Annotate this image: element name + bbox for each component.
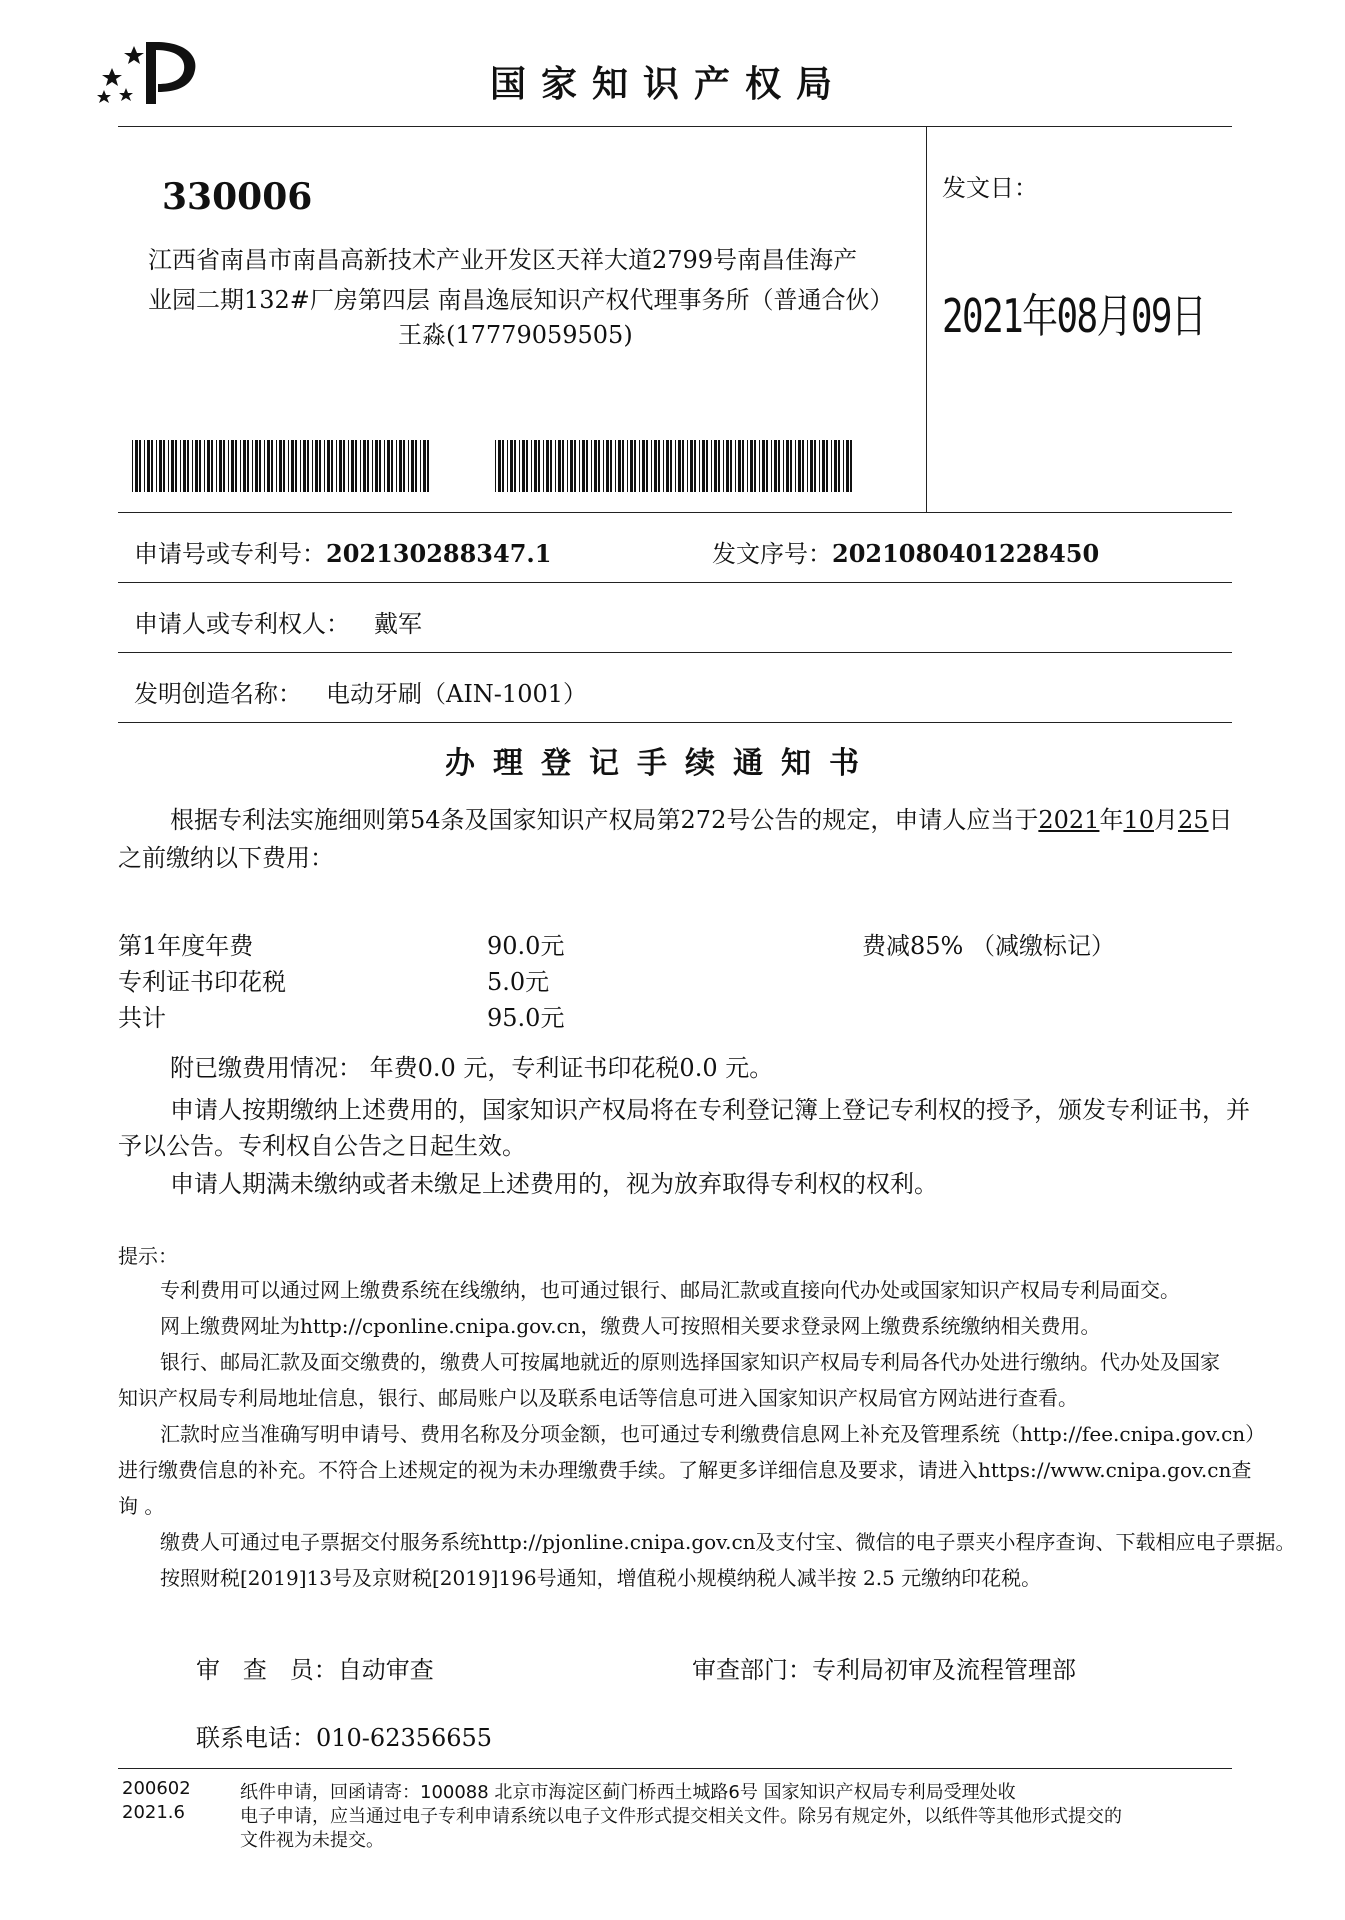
barcode-bar xyxy=(348,440,349,492)
barcode-bar xyxy=(139,440,141,492)
footer-rule xyxy=(118,1768,1232,1769)
barcode-bar xyxy=(199,440,201,492)
barcode-bar xyxy=(522,440,525,492)
barcode-bar xyxy=(252,440,253,492)
barcode-bar xyxy=(747,440,748,492)
paragraph-2: 申请人期满未缴纳或者未缴足上述费用的，视为放弃取得专利权的权利。 xyxy=(170,1170,938,1198)
barcode-bar xyxy=(534,440,537,492)
barcode-bar xyxy=(183,440,186,492)
barcode-bar xyxy=(360,440,361,492)
barcode-bar xyxy=(750,440,753,492)
barcode-bar xyxy=(651,440,652,492)
barcode-bar xyxy=(156,440,157,492)
logo-bar xyxy=(146,42,156,104)
barcode-bar xyxy=(807,440,808,492)
barcode-bar xyxy=(423,440,426,492)
barcode-bar xyxy=(420,440,421,492)
date-divider xyxy=(926,126,927,512)
department: 专利局初审及流程管理部 xyxy=(812,1656,1076,1684)
barcode-bar xyxy=(375,440,378,492)
intro-text: 根据专利法实施细则第54条及国家知识产权局第272号公告的规定，申请人应当于 xyxy=(170,806,1039,834)
barcode-bar xyxy=(666,440,669,492)
fee-name: 第1年度年费 xyxy=(118,932,254,960)
issue-date-label: 发文日： xyxy=(942,174,1038,202)
barcode-bar xyxy=(507,440,508,492)
barcode-bar xyxy=(558,440,561,492)
barcode-bar xyxy=(343,440,345,492)
year-char: 年 xyxy=(1099,806,1124,834)
barcode-bar xyxy=(363,440,366,492)
barcode-bar xyxy=(324,440,325,492)
phone-label: 联系电话： xyxy=(196,1724,316,1752)
barcode-bar xyxy=(783,440,784,492)
barcode-bar xyxy=(718,440,720,492)
barcode-bar xyxy=(303,440,306,492)
barcode-bar xyxy=(163,440,165,492)
barcode-bar xyxy=(276,440,277,492)
form-version: 2021.6 xyxy=(122,1802,185,1823)
barcode-bar xyxy=(658,440,660,492)
applicant-label: 申请人或专利权人： xyxy=(134,610,350,638)
paid-fees: 附已缴费用情况： 年费0.0 元，专利证书印花税0.0 元。 xyxy=(170,1054,774,1082)
barcode-bar xyxy=(411,440,414,492)
barcode-bar xyxy=(159,440,162,492)
barcode-bar xyxy=(826,440,828,492)
day-char: 日 xyxy=(1208,806,1233,834)
barcode-bar xyxy=(550,440,552,492)
barcode-bar xyxy=(795,440,796,492)
barcode-bar xyxy=(606,440,609,492)
barcode-bar xyxy=(730,440,732,492)
postal-code: 330006 xyxy=(162,176,313,218)
barcode-bar xyxy=(336,440,337,492)
fee-name: 专利证书印花税 xyxy=(118,968,286,996)
application-number-row xyxy=(134,534,551,569)
barcode-bar xyxy=(591,440,592,492)
barcode-bar xyxy=(694,440,696,492)
barcode-bar xyxy=(502,440,504,492)
barcode-bar xyxy=(204,440,205,492)
barcode-bar xyxy=(291,440,294,492)
barcode-bar xyxy=(774,440,777,492)
barcode-bar xyxy=(771,440,772,492)
barcode-bar xyxy=(778,440,780,492)
barcode-bar xyxy=(663,440,664,492)
footer-line-3: 文件视为未提交。 xyxy=(240,1830,384,1851)
paragraph-1-line-1: 申请人按期缴纳上述费用的，国家知识产权局将在专利登记簿上登记专利权的授予，颁发专利证书，并 xyxy=(170,1096,1250,1124)
barcode-bar xyxy=(699,440,700,492)
barcode-bar xyxy=(622,440,624,492)
barcode-bar xyxy=(399,440,402,492)
barcode-bar xyxy=(586,440,588,492)
barcode-bar xyxy=(211,440,213,492)
tip-line: 询 。 xyxy=(118,1494,165,1518)
barcode-bar xyxy=(387,440,390,492)
barcode-bar xyxy=(247,440,249,492)
barcode-bar xyxy=(843,440,844,492)
barcode-bar xyxy=(579,440,580,492)
footer-line-2: 电子申请，应当通过电子专利申请系统以电子文件形式提交相关文件。除另有规定外，以纸件等其他形式提交的 xyxy=(240,1806,1122,1827)
barcode-bar xyxy=(582,440,585,492)
tip-line: 按照财税[2019]13号及京财税[2019]196号通知，增值税小规模纳税人减半按 2.5 元缴纳印花税。 xyxy=(160,1566,1042,1590)
barcode-bar xyxy=(762,440,765,492)
department-label: 审查部门： xyxy=(692,1656,812,1684)
month-char: 月 xyxy=(1153,806,1178,834)
rule-2 xyxy=(118,582,1232,583)
barcode-bar xyxy=(391,440,393,492)
barcode-bar xyxy=(259,440,261,492)
barcode-bar xyxy=(319,440,321,492)
barcode-bar xyxy=(802,440,804,492)
barcode-bar xyxy=(351,440,354,492)
logo-star-4 xyxy=(97,90,111,103)
barcode-bar xyxy=(408,440,409,492)
barcode-bar xyxy=(615,440,616,492)
barcode-bar xyxy=(151,440,153,492)
barcode-bar xyxy=(300,440,301,492)
barcode-bar xyxy=(168,440,169,492)
notice-title: 办理登记手续通知书 xyxy=(445,746,877,781)
top-rule xyxy=(118,126,1232,127)
barcode-bar xyxy=(355,440,357,492)
logo-star-2 xyxy=(102,68,122,86)
barcode-bar xyxy=(846,440,849,492)
barcode-bar xyxy=(642,440,645,492)
barcode-bar xyxy=(687,440,688,492)
barcode-bar xyxy=(562,440,564,492)
barcode-bar xyxy=(630,440,633,492)
barcode-bar xyxy=(327,440,330,492)
barcode-bar xyxy=(610,440,612,492)
barcode-bar xyxy=(670,440,672,492)
cnipa-logo xyxy=(96,38,206,108)
barcode-bar xyxy=(267,440,270,492)
barcode-bar xyxy=(231,440,234,492)
barcode-bar xyxy=(814,440,816,492)
due-day: 25 xyxy=(1177,806,1209,834)
fee-amount: 5.0元 xyxy=(487,968,550,996)
fee-total-amount: 95.0元 xyxy=(487,1004,565,1032)
tip-line: 专利费用可以通过网上缴费系统在线缴纳，也可通过银行、邮局汇款或直接向代办处或国家知识产权局专利局面交。 xyxy=(160,1278,1180,1302)
agency-name: 国家知识产权局 xyxy=(490,64,848,105)
barcode-bar xyxy=(288,440,289,492)
barcode-bar xyxy=(603,440,604,492)
rule-4 xyxy=(118,722,1232,723)
footer-line-1: 纸件申请，回函请寄：100088 北京市海淀区蓟门桥西土城路6号 国家知识产权局专利局受理处收 xyxy=(240,1782,1016,1803)
barcode-bar xyxy=(678,440,681,492)
issue-date: 2021年08月09日 xyxy=(942,289,1206,343)
logo-star-3 xyxy=(119,88,133,101)
barcode-bar xyxy=(271,440,273,492)
barcode-bar xyxy=(384,440,385,492)
barcode-bar xyxy=(526,440,528,492)
barcode-bar xyxy=(255,440,258,492)
barcode-bar xyxy=(331,440,333,492)
tip-line: 知识产权局专利局地址信息，银行、邮局账户以及联系电话等信息可进入国家知识产权局官方网站进行查看。 xyxy=(118,1386,1078,1410)
barcode-bar xyxy=(235,440,237,492)
barcode-bar xyxy=(264,440,265,492)
barcode-bar xyxy=(546,440,549,492)
barcode-bar xyxy=(634,440,636,492)
barcode-bar xyxy=(195,440,198,492)
barcode-bar xyxy=(339,440,342,492)
barcode-bar xyxy=(175,440,177,492)
barcode-bar xyxy=(742,440,744,492)
intro-line-2: 之前缴纳以下费用： xyxy=(118,844,334,872)
barcode-bar xyxy=(594,440,597,492)
barcode-bar xyxy=(495,440,496,492)
barcode-bar xyxy=(738,440,741,492)
form-code: 200602 xyxy=(122,1778,191,1799)
barcode-bar xyxy=(790,440,792,492)
invention-row xyxy=(134,674,587,709)
logo-star-1 xyxy=(124,46,144,64)
serial-number-row xyxy=(712,534,1099,569)
barcode-bar xyxy=(372,440,373,492)
barcode-bar xyxy=(759,440,760,492)
barcode-bar xyxy=(646,440,648,492)
barcode-bar xyxy=(675,440,676,492)
barcode-bar xyxy=(618,440,621,492)
logo-arc xyxy=(156,42,195,92)
barcode-bar xyxy=(723,440,724,492)
phone: 010-62356655 xyxy=(316,1724,493,1752)
barcode-bar xyxy=(223,440,225,492)
barcode-bar xyxy=(279,440,282,492)
applicant-row xyxy=(134,604,422,639)
fee-total-label: 共计 xyxy=(118,1004,166,1032)
tip-line: 汇款时应当准确写明申请号、费用名称及分项金额，也可通过专利缴费信息网上补充及管理系统（http://fee.cnipa.gov.cn） xyxy=(160,1422,1266,1446)
paragraph-1-line-2: 予以公告。专利权自公告之日起生效。 xyxy=(118,1132,526,1160)
barcode-bar xyxy=(403,440,405,492)
fee-amount: 90.0元 xyxy=(487,932,565,960)
barcode-bar xyxy=(654,440,657,492)
barcode-bar xyxy=(144,440,145,492)
barcode-bar xyxy=(415,440,417,492)
barcode-bar xyxy=(519,440,520,492)
barcode-bar xyxy=(180,440,181,492)
barcode-bar xyxy=(538,440,540,492)
barcode-bar xyxy=(207,440,210,492)
barcode-bar xyxy=(510,440,513,492)
barcode-bar xyxy=(711,440,712,492)
barcode-bar xyxy=(726,440,729,492)
tip-line: 缴费人可通过电子票据交付服务系统http://pjonline.cnipa.gov.cn及支付宝、微信的电子票夹小程序查询、下载相应电子票据。 xyxy=(160,1530,1296,1554)
barcode-bar xyxy=(714,440,717,492)
serial-number: 2021080401228450 xyxy=(832,539,1100,568)
barcode-bar xyxy=(598,440,600,492)
barcode-bar xyxy=(574,440,576,492)
barcode-bar xyxy=(135,440,138,492)
department-row xyxy=(692,1650,1076,1685)
tip-line: 网上缴费网址为http://cponline.cnipa.gov.cn，缴费人可按照相关要求登录网上缴费系统缴纳相关费用。 xyxy=(160,1314,1101,1338)
barcode-bar xyxy=(187,440,189,492)
applicant-name: 戴军 xyxy=(374,610,422,638)
barcode-right xyxy=(495,440,853,492)
barcode-bar xyxy=(307,440,309,492)
barcode-bar xyxy=(702,440,705,492)
barcode-bar xyxy=(531,440,532,492)
barcode-bar xyxy=(171,440,174,492)
address-line-2: 业园二期132#厂房第四层 南昌逸辰知识产权代理事务所（普通合伙） xyxy=(148,286,894,314)
address-line-1: 江西省南昌市南昌高新技术产业开发区天祥大道2799号南昌佳海产 xyxy=(148,246,858,274)
barcode-bar xyxy=(735,440,736,492)
barcode-bar xyxy=(396,440,397,492)
fee-note: 费减85% （减缴标记） xyxy=(862,932,1115,960)
barcode-bar xyxy=(819,440,820,492)
tip-line: 银行、邮局汇款及面交缴费的，缴费人可按属地就近的原则选择国家知识产权局专利局各代办处进行缴纳。代办处及国家 xyxy=(160,1350,1220,1374)
barcode-bar xyxy=(427,440,429,492)
barcode-bar xyxy=(567,440,568,492)
examiner: 自动审查 xyxy=(337,1656,434,1684)
barcode-bar xyxy=(228,440,229,492)
barcode-bar xyxy=(850,440,852,492)
barcode-bar xyxy=(639,440,640,492)
barcode-bar xyxy=(192,440,193,492)
barcode-bar xyxy=(315,440,318,492)
barcode-bar xyxy=(786,440,789,492)
barcode-bar xyxy=(498,440,501,492)
invention-name: 电动牙刷（AIN-1001） xyxy=(326,680,587,708)
barcode-bar xyxy=(798,440,801,492)
barcode-bar xyxy=(243,440,246,492)
barcode-bar xyxy=(132,440,133,492)
barcode-bar xyxy=(555,440,556,492)
barcode-bar xyxy=(514,440,516,492)
barcode-bar xyxy=(312,440,313,492)
barcode-bar xyxy=(831,440,832,492)
barcode-bar xyxy=(147,440,150,492)
examiner-label: 审 查 员： xyxy=(196,1656,338,1684)
barcode-bar xyxy=(682,440,684,492)
barcode-bar xyxy=(240,440,241,492)
due-year: 2021 xyxy=(1038,806,1100,834)
barcode-bar xyxy=(627,440,628,492)
barcode-bar xyxy=(543,440,544,492)
application-number-label: 申请号或专利号： xyxy=(134,540,326,568)
intro-line-1 xyxy=(170,800,1233,835)
barcode-bar xyxy=(570,440,573,492)
tip-line: 进行缴费信息的补充。不符合上述规定的视为未办理缴费手续。了解更多详细信息及要求，请进入https://www.cnipa.gov.cn查 xyxy=(118,1458,1252,1482)
phone-row xyxy=(196,1718,492,1753)
barcode-bar xyxy=(295,440,297,492)
barcode-bar xyxy=(379,440,381,492)
barcode-bar xyxy=(822,440,825,492)
barcode-left xyxy=(132,440,432,492)
rule-1 xyxy=(118,512,1232,513)
barcode-bar xyxy=(283,440,285,492)
barcode-bar xyxy=(838,440,840,492)
invention-label: 发明创造名称： xyxy=(134,680,302,708)
barcode-bar xyxy=(690,440,693,492)
serial-number-label: 发文序号： xyxy=(712,540,832,568)
barcode-bar xyxy=(219,440,222,492)
barcode-bar xyxy=(810,440,813,492)
recipient-name: 王淼(17779059505) xyxy=(398,321,633,349)
due-month: 10 xyxy=(1123,806,1154,834)
tips-label: 提示： xyxy=(118,1244,178,1268)
application-number: 202130288347.1 xyxy=(326,539,552,568)
barcode-bar xyxy=(754,440,756,492)
rule-3 xyxy=(118,652,1232,653)
barcode-bar xyxy=(216,440,217,492)
barcode-bar xyxy=(766,440,768,492)
barcode-bar xyxy=(706,440,708,492)
barcode-bar xyxy=(834,440,837,492)
barcode-bar xyxy=(367,440,369,492)
examiner-row xyxy=(196,1650,434,1685)
